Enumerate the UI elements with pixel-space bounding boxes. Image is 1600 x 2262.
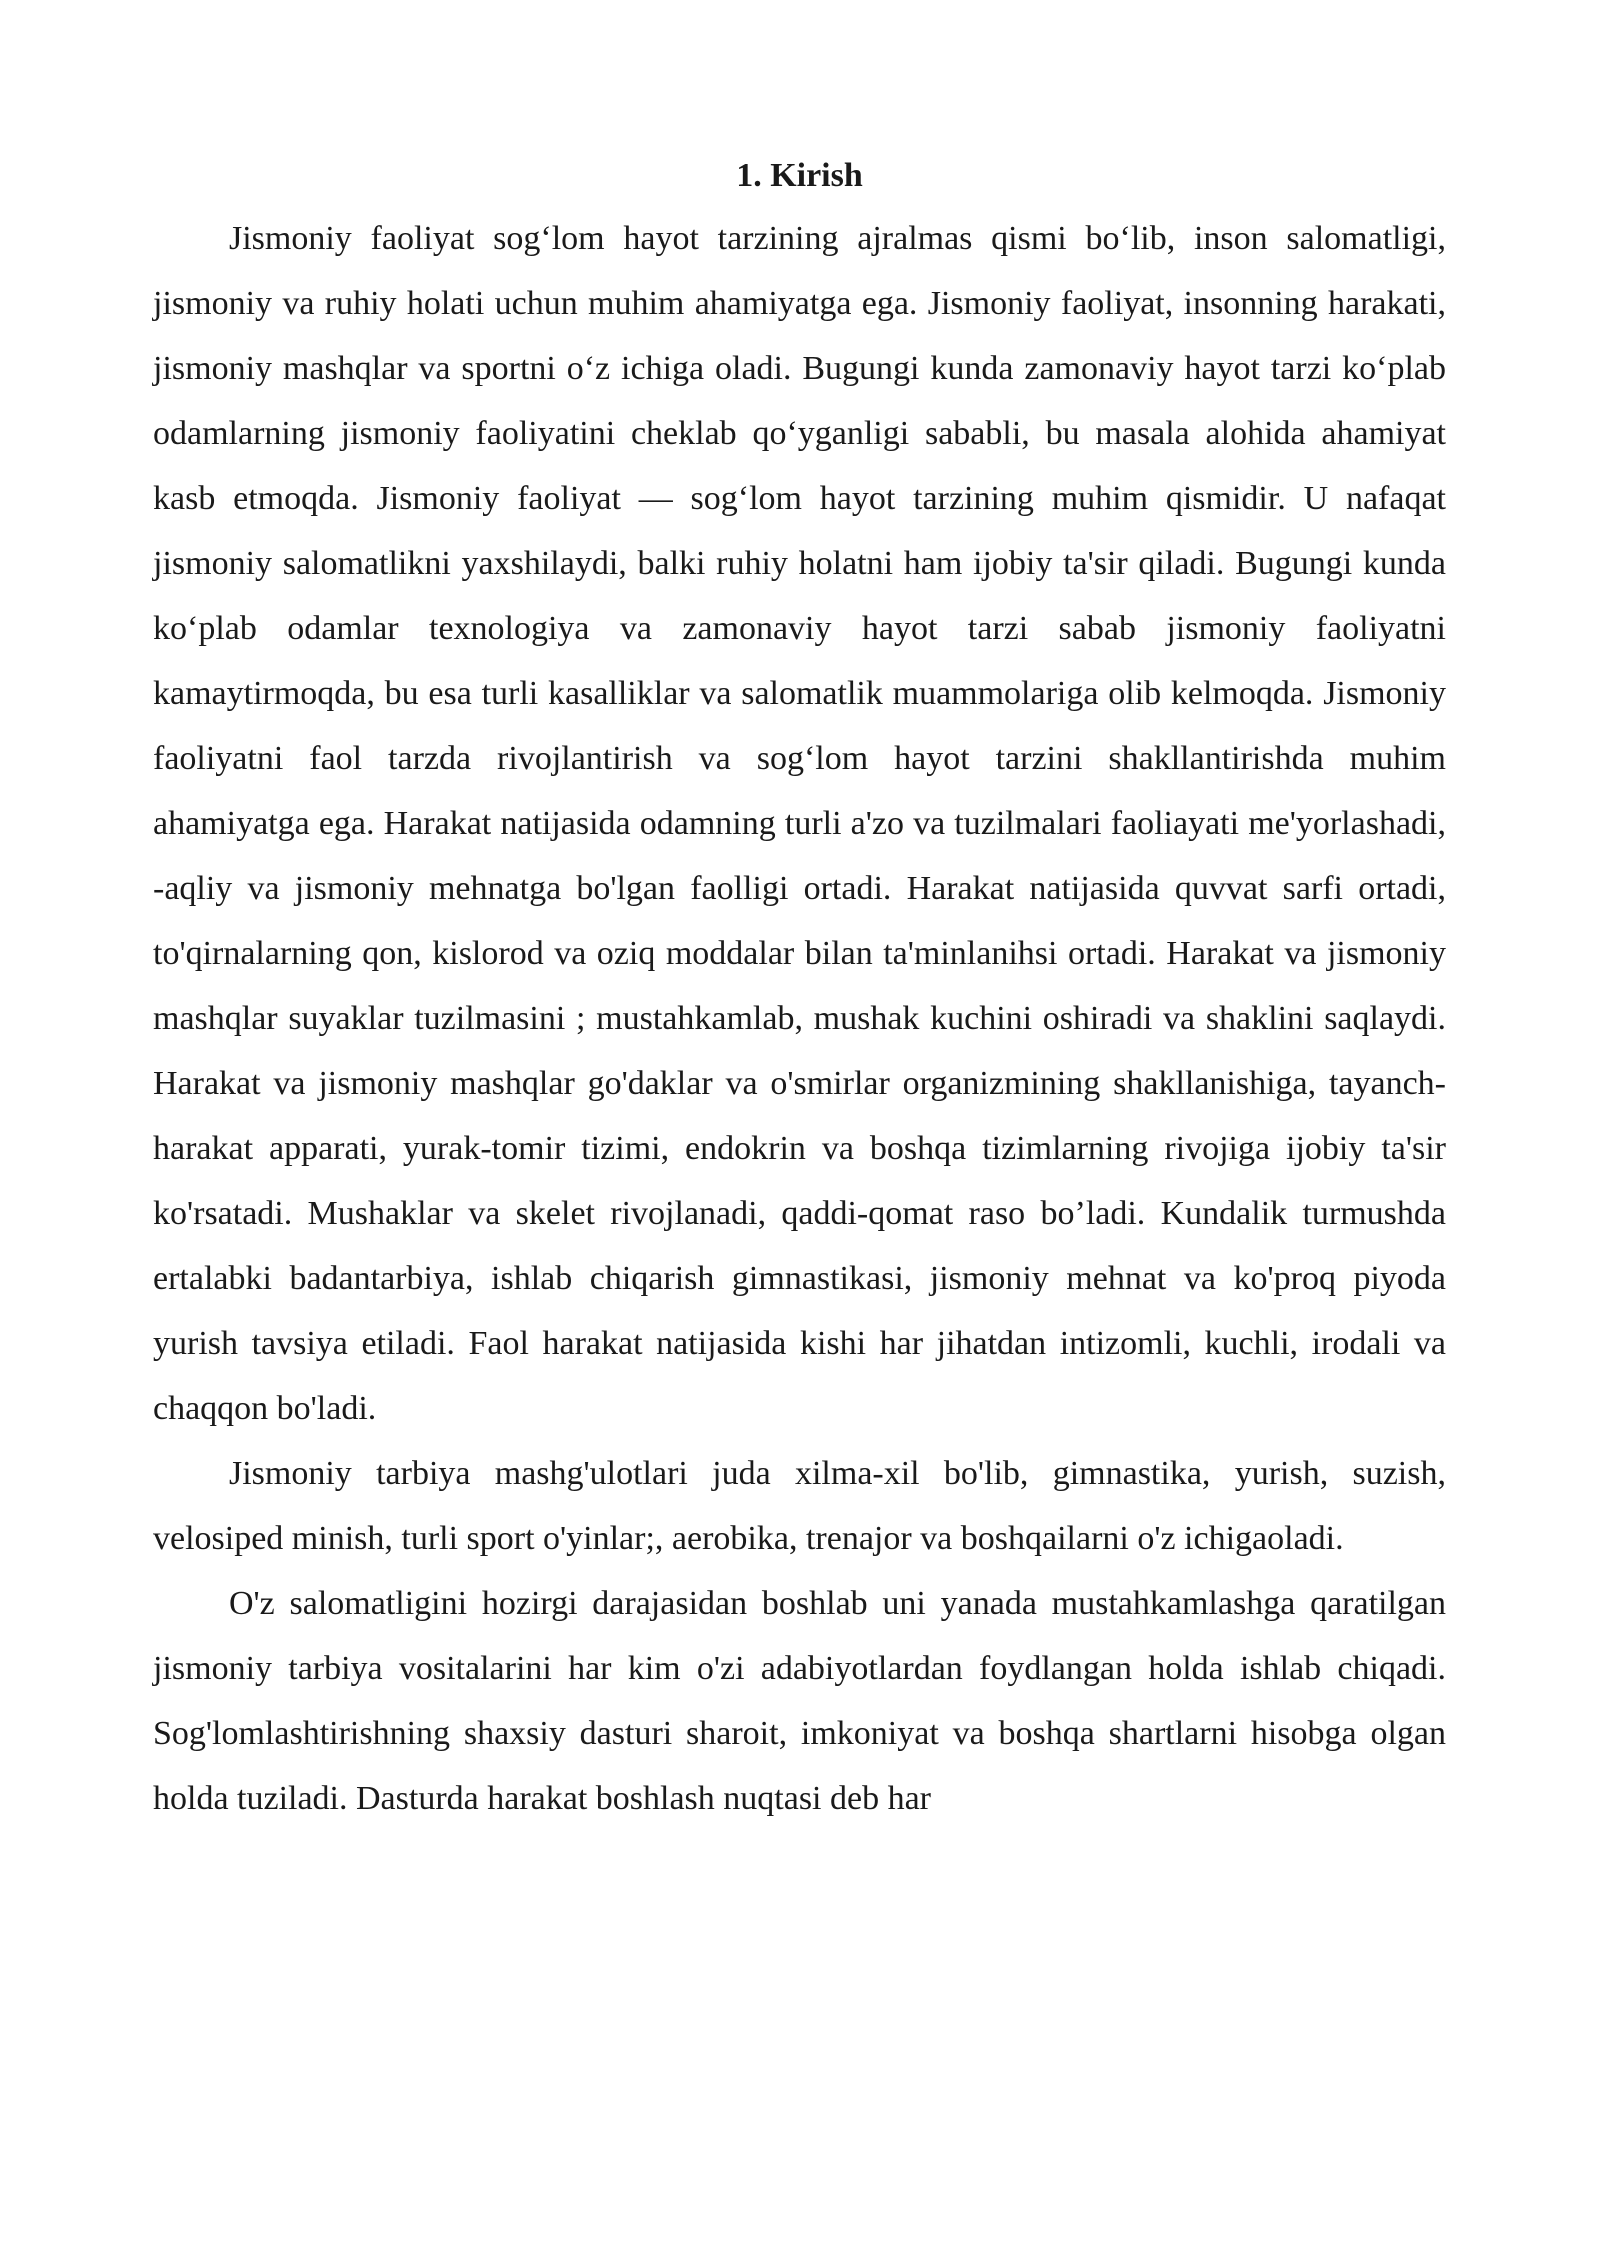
section-heading: 1. Kirish [736,157,863,194]
document-page [153,146,1446,1831]
paragraph-3: O'z salomatligini hozirgi darajasidan boshlab uni yanada mustahkamlashga qaratilgan jismoniy tarbiya vositalarini har kim o'zi adabiyotlardan foydlangan holda ishlab chiqadi. Sog'lomlashtirishning shaxsiy dasturi sharoit, imkoniyat va boshqa shartlarni hisobga olgan holda tuziladi. Dasturda harakat boshlash nuqtasi deb har [153,1585,1446,1817]
paragraph-1: Jismoniy faoliyat sog‘lom hayot tarzining ajralmas qismi bo‘lib, inson salomatligi, jismoniy va ruhiy holati uchun muhim ahamiyatga ega. Jismoniy faoliyat, insonning harakati, jismoniy mashqlar va sportni o‘z ichiga oladi. Bugungi kunda zamonaviy hayot tarzi ko‘plab odamlarning jismoniy faoliyatini cheklab qo‘yganligi sababli, bu masala alohida ahamiyat kasb etmoqda. Jismoniy faoliyat — sog‘lom hayot tarzining muhim qismidir. U nafaqat jismoniy salomatlikni yaxshilaydi, balki ruhiy holatni ham ijobiy ta'sir qiladi. Bugungi kunda ko‘plab odamlar texnologiya va zamonaviy hayot tarzi sabab jismoniy faoliyatni kamaytirmoqda, bu esa turli kasalliklar va salomatlik muammolariga olib kelmoqda. Jismoniy faoliyatni faol tarzda rivojlantirish va sog‘lom hayot tarzini shakllantirishda muhim ahamiyatga ega. Harakat natijasida odamning turli a'zo va tuzilmalari faoliayati me'yorlashadi, -aqliy va jismoniy mehnatga bo'lgan faolligi ortadi. Harakat natijasida quvvat sarfi ortadi, to'qirnalarning qon, kislorod va oziq moddalar bilan ta'minlanihsi ortadi. Harakat va jismoniy mashqlar suyaklar tuzilmasini ; mustahkamlab, mushak kuchini oshiradi va shaklini saqlaydi. Harakat va jismoniy mashqlar go'daklar va o'smirlar organizmining shakllanishiga, tayanch-harakat apparati, yurak-tomir tizimi, endokrin va boshqa tizimlarning rivojiga ijobiy ta'sir ko'rsatadi. Mushaklar va skelet rivojlanadi, qaddi-qomat raso bo’ladi. Kundalik turmushda ertalabki badantarbiya, ishlab chiqarish gimnastikasi, jismoniy mehnat va ko'proq piyoda yurish tavsiya etiladi. Faol harakat natijasida kishi har jihatdan intizomli, kuchli, irodali va chaqqon bo'ladi. [153,220,1446,1427]
paragraph-2: Jismoniy tarbiya mashg'ulotlari juda xilma-xil bo'lib, gimnastika, yurish, suzish, velosiped minish, turli sport o'yinlar;, aerobika, trenajor va boshqailarni o'z ichigaoladi. [153,1455,1446,1557]
